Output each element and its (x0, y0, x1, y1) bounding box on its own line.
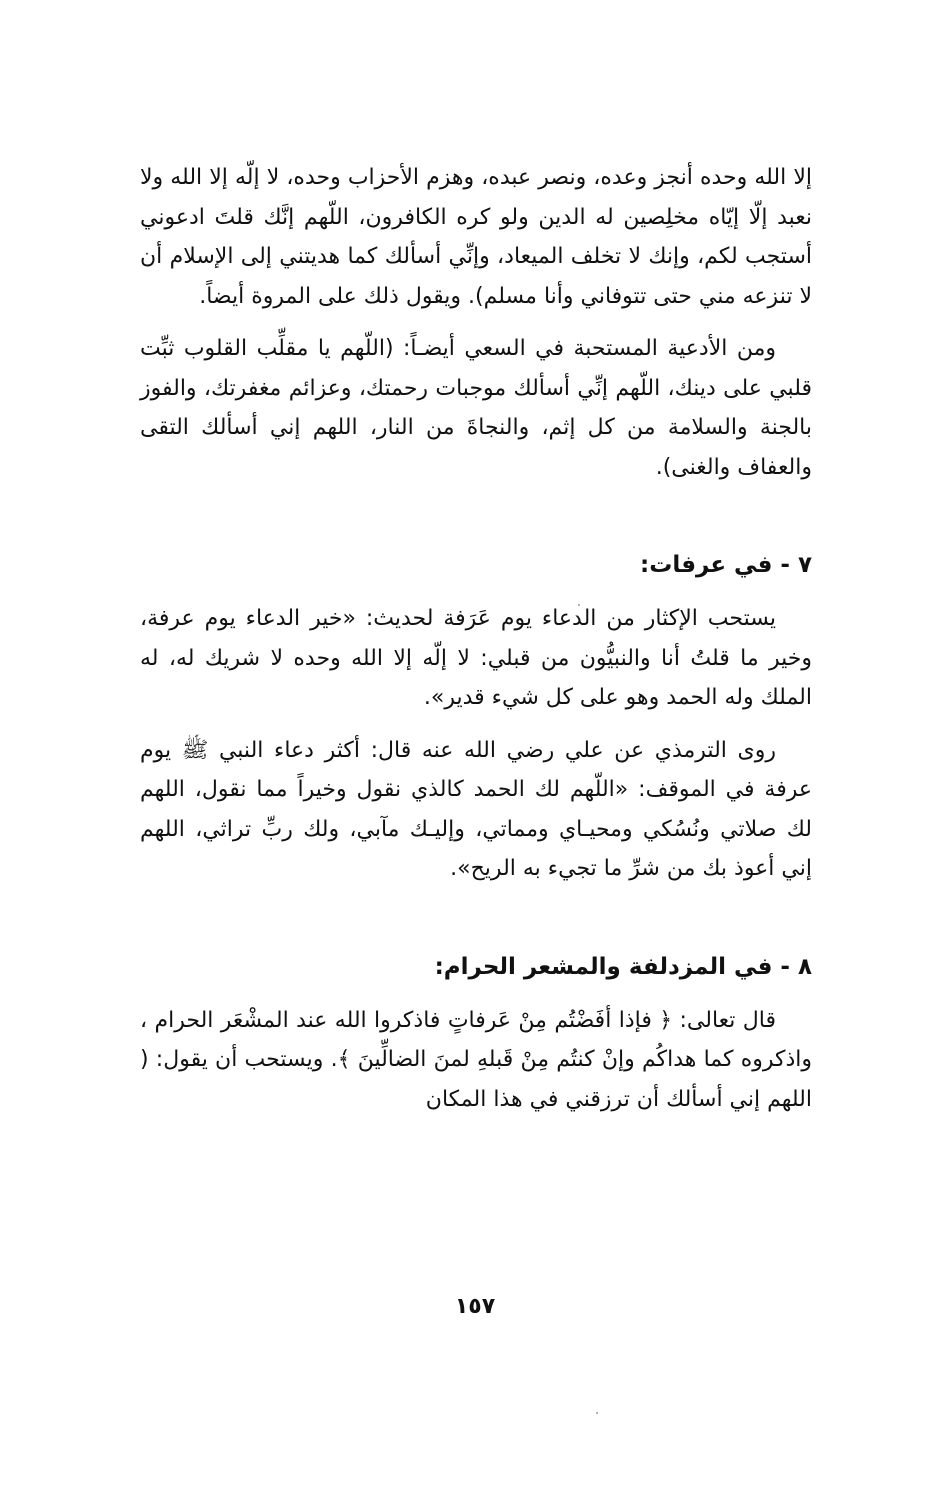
section-heading-arafat: ٧ - في عرفات: (640, 552, 812, 578)
paragraph-tirmidhi-narration: روى الترمذي عن علي رضي الله عنه قال: أكثر دعاء النبي ﷺ يوم عرفة في الموقف: «اللّهم لك الحمد كالذي نقول وخيراً مما نقول، اللهم لك صلاتي ونُسُكي ومحيـاي ومماتي، وإليـك مآبي، ولك ربِّ تراثي، اللهم إني أعوذ بك من شرِّ ما تجيء به الريح». (140, 737, 812, 881)
paragraph-muzdalifah-verse: قال تعالى: ﴿ فإذا أفَضْتُم مِنْ عَرفاتٍ فاذكروا الله عند المشْعَر الحرام ، واذكروه كما هداكُم وإنْ كنتُم مِنْ قَبلهِ لمنَ الضالِّينَ ﴾. ويستحب أن يقول: ( اللهم إني أسألك أن ترزقني في هذا المكان (140, 1007, 812, 1112)
page-body (140, 158, 812, 1119)
paragraph-arafat-hadith: يستحب الإكثار من الدعاء يوم عَرَفة لحديث: «خير الدعاء يوم عرفة، وخير ما قلتُ أنا والنبيُّون من قبلي: لا إلّه إلا الله وحده لا شريك له، له الملك وله الحمد وهو على كل شيء قدير». (140, 606, 812, 710)
scan-speck (578, 604, 580, 606)
scan-speck (596, 1412, 598, 1414)
paragraph-sa-i-supplications: ومن الأدعية المستحبة في السعي أيضـاً: (اللّهم يا مقلِّب القلوب ثبِّت قلبي على دينك، اللّهم إنِّي أسألك موجبات رحمتك، وعزائم مغفرتك، والفوز بالجنة والسلامة من كل إثم، والنجاةَ من النار، اللهم إني أسألك التقى والعفاف والغنى). (140, 336, 812, 480)
page-number: ١٥٧ (454, 1294, 496, 1319)
section-heading-muzdalifah: ٨ - في المزدلفة والمشعر الحرام: (434, 953, 812, 980)
paragraph-sa-i-continuation: إلا الله وحده أنجز وعده، ونصر عبده، وهزم الأحزاب وحده، لا إلّه إلا الله ولا نعبد إلّا إيّاه مخلِصين له الدين ولو كره الكافرون، اللّهم إنَّك قلتَ ادعوني أستجب لكم، وإنك لا تخلف الميعاد، وإنِّي أسألك كما هديتني إلى الإسلام أن لا تنزعه مني حتى تتوفاني وأنا مسلم). ويقول ذلك على المروة أيضاً. (140, 165, 812, 309)
